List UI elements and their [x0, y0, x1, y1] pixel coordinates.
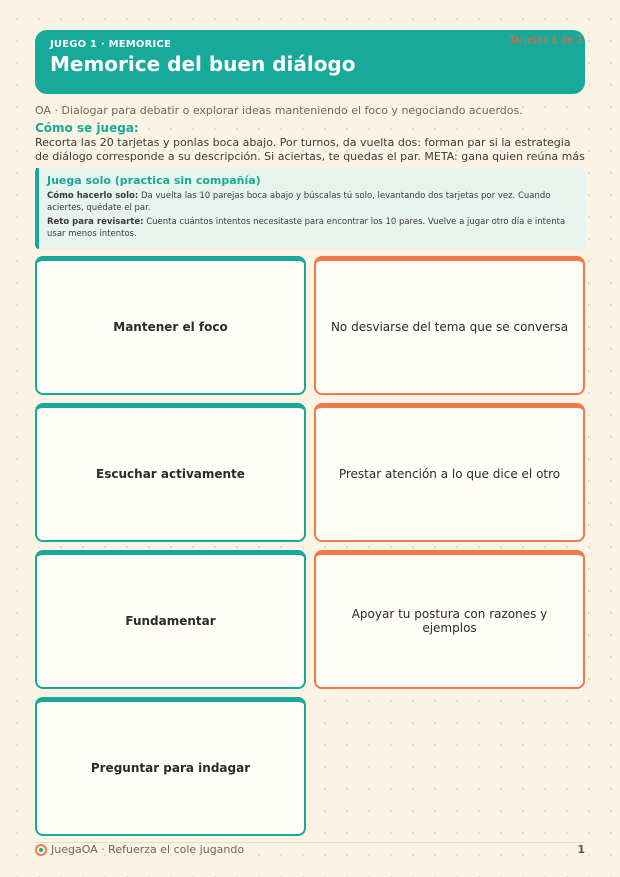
how-to-play-text: Recorta las 20 tarjetas y ponlas boca abajo. Por turnos, da vuelta dos: forman par si la estrategia de diálogo corresponde a su descripción. Si aciertas, te quedas el par. META: gana quien reúna más [35, 136, 585, 163]
solo-play-box [35, 168, 585, 249]
card-term-1 [35, 256, 306, 395]
header-banner [35, 30, 585, 94]
game-kicker: JUEGO 1 · MEMORICE [50, 39, 172, 50]
card-term-text: Fundamentar [125, 614, 216, 628]
card-desc-3 [314, 550, 585, 689]
solo-check-text: Cuenta cuántos intentos necesitaste para encontrar los 10 pares. Vuelve a jugar otro día e intenta usar menos intentos. [47, 217, 566, 239]
card-term-text: Escuchar activamente [96, 467, 245, 481]
page-title: Memorice del buen diálogo [50, 52, 356, 76]
card-desc-1 [314, 256, 585, 395]
card-term-3 [35, 550, 306, 689]
card-desc-2 [314, 403, 585, 542]
card-term-2 [35, 403, 306, 542]
card-term-text: Preguntar para indagar [90, 761, 251, 775]
card-desc-text: No desviarse del tema que se conversa [330, 320, 569, 334]
solo-how-text: Da vuelta las 10 parejas boca abajo y búscalas tú solo, levantando dos tarjetas por vez. Cuando aciertes, quédate el par. [47, 191, 551, 213]
solo-check-label: Reto para revisarte: [47, 217, 144, 227]
card-term-4 [35, 697, 306, 836]
card-desc-text: Apoyar tu postura con razones y ejemplos [351, 607, 548, 635]
solo-how-label: Cómo hacerlo solo: [47, 191, 139, 201]
footer-brand: JuegaOA · Refuerza el cole jugando [51, 843, 245, 856]
solo-heading: Juega solo (practica sin compañía) [47, 174, 261, 187]
card-term-text: Mantener el foco [113, 320, 228, 334]
how-to-play-heading: Cómo se juega: [35, 121, 139, 135]
solo-check [47, 216, 575, 240]
card-desc-text: Prestar atención a lo que dice el otro [338, 467, 561, 481]
juegaoa-logo-icon [35, 844, 47, 856]
solo-how [47, 190, 575, 214]
page-number: 1 [577, 843, 585, 856]
page-tag: Tarjetas 1 de 3 [509, 35, 583, 46]
learning-objective: OA · Dialogar para debatir o explorar ideas manteniendo el foco y negociando acuerdos. [35, 104, 523, 117]
